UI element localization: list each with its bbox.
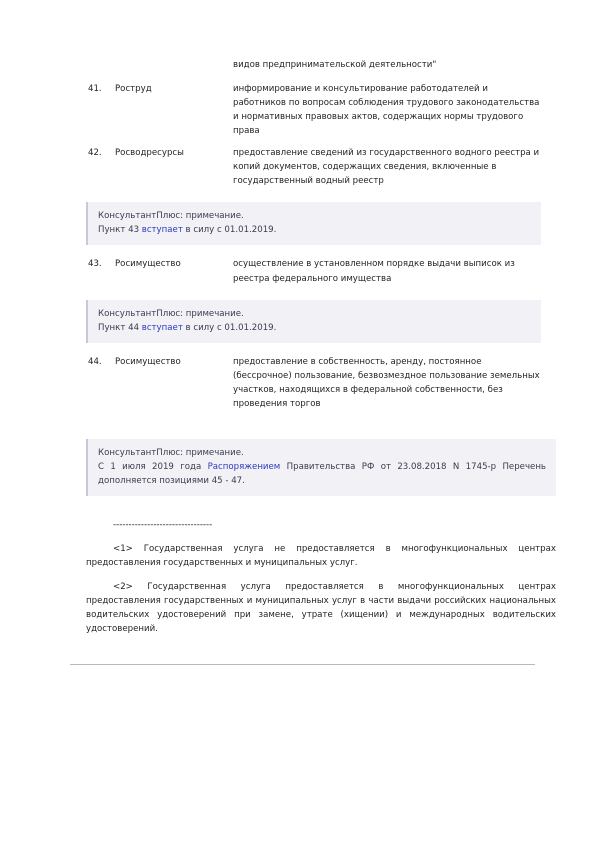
note-title: КонсультантПлюс: примечание. <box>98 447 244 458</box>
entry-organization: Росимущество <box>115 356 181 367</box>
top-margin <box>0 0 600 58</box>
note-body <box>98 223 531 237</box>
table-row <box>0 146 600 188</box>
continuation-line: видов предпринимательской деятельности" <box>233 60 437 70</box>
footnote-item <box>86 580 556 636</box>
spacer <box>0 188 600 202</box>
footnote-text: <1> Государственная услуга не предоставляется в многофункциональных центрах предоставления государственных и муниципальных услуг. <box>86 544 556 569</box>
note-body-after: в силу с 01.01.2019. <box>182 322 277 333</box>
note-body-before: Пункт 44 <box>98 322 142 333</box>
entry-description: предоставление в собственность, аренду, постоянное (бессрочное) пользование, безвозмездное пользование земельных участков, находящихся в федеральной собственности, без проведения торгов <box>233 356 540 409</box>
spacer <box>0 411 600 439</box>
note-body-before: С 1 июля 2019 года <box>98 461 208 472</box>
consultant-note-box <box>86 202 541 245</box>
table-row <box>0 355 600 411</box>
entry-number: 41. <box>88 84 102 95</box>
entry-description: осуществление в установленном порядке выдачи выписок из реестра федерального имущества <box>233 259 515 284</box>
table-row <box>0 82 600 138</box>
spacer <box>0 72 600 82</box>
note-body <box>98 321 531 335</box>
consultant-note-box <box>86 300 541 343</box>
note-body <box>98 460 546 488</box>
entry-number: 42. <box>88 148 102 159</box>
page-divider <box>70 664 535 665</box>
footnote-separator: -------------------------------- <box>113 519 213 530</box>
note-body-after: в силу с 01.01.2019. <box>182 225 277 236</box>
note-title: КонсультантПлюс: примечание. <box>98 211 244 222</box>
spacer <box>0 532 600 542</box>
spacer <box>0 496 600 518</box>
note-title: КонсультантПлюс: примечание. <box>98 308 244 319</box>
table-row <box>0 257 600 285</box>
spacer <box>0 245 600 257</box>
spacer <box>0 636 600 664</box>
footnote-item <box>86 542 556 570</box>
spacer <box>0 138 600 146</box>
entry-description: информирование и консультирование работодателей и работников по вопросам соблюдения трудового законодательства и нормативных правовых актов, содержащих нормы трудового права <box>233 84 540 137</box>
note-link[interactable]: вступает <box>141 322 183 333</box>
note-link[interactable]: Распоряжением <box>207 461 281 472</box>
consultant-note-box-large <box>86 439 556 496</box>
spacer <box>0 286 600 300</box>
note-body-after: Правительства РФ от 23.08.2018 N 1745-р Перечень дополняется позициями 45 - 47. <box>98 461 547 486</box>
footnote-text: <2> Государственная услуга предоставляется в многофункциональных центрах предоставления государственных и муниципальных услуг в части выдачи российских национальных водительских удостоверений при замене, утрате (хищении) и международных водительских удостоверений. <box>86 582 556 635</box>
entry-organization: Росводресурсы <box>115 148 184 159</box>
entry-organization: Роструд <box>115 84 152 95</box>
entry-description: предоставление сведений из государственного водного реестра и копий документов, содержащих сведения, включенные в государственный водный реестр <box>233 148 540 187</box>
entry-organization: Росимущество <box>115 259 181 270</box>
note-body-before: Пункт 43 <box>98 225 142 236</box>
entry-number: 43. <box>88 259 102 270</box>
entry-number: 44. <box>88 356 102 367</box>
spacer <box>0 343 600 355</box>
spacer <box>0 570 600 580</box>
note-link[interactable]: вступает <box>141 225 183 236</box>
